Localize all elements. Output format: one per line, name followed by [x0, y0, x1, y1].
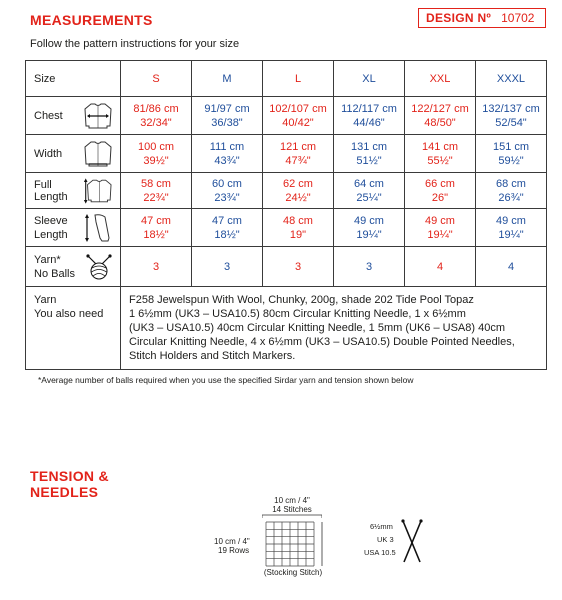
tension-row-measure-line: [318, 522, 326, 568]
tension-width-measure: 10 cm / 4": [274, 496, 310, 505]
full-length-inch: 23¾": [214, 191, 240, 204]
knitting-needles-icon: [400, 518, 424, 564]
sleeve-inch: 19¼": [427, 228, 453, 241]
sleeve-length-icon: [80, 212, 114, 244]
chest-inch: 44/46": [353, 116, 385, 129]
sleeve-cm: 48 cm: [283, 214, 313, 227]
full-length-icon: [83, 175, 114, 207]
width-icon: [82, 138, 114, 170]
sleeve-length-row: [26, 209, 547, 247]
need-line: Stitch Holders and Stitch Markers.: [129, 350, 296, 362]
size-label: Size: [26, 61, 121, 97]
yarn-needs-row: [26, 287, 547, 370]
full-length-inch: 25¼": [356, 191, 382, 204]
sleeve-label: Sleeve: [34, 214, 68, 227]
full-length-cm: 66 cm: [425, 177, 455, 190]
yarn-description: F258 Jewelspun With Wool, Chunky, 200g, shade 202 Tide Pool Topaz: [129, 294, 474, 306]
chest-cm: 91/97 cm: [204, 102, 250, 115]
chest-cm: 112/117 cm: [341, 102, 397, 115]
full-length-inch: 26": [431, 191, 449, 204]
chest-label: Chest: [34, 109, 63, 122]
sleeve-inch: 19¼": [498, 228, 524, 241]
width-inch: 47¾": [285, 154, 311, 167]
no-balls-label: No Balls: [34, 267, 75, 280]
tension-title-line2: NEEDLES: [30, 484, 99, 500]
full-length-label: Full Length: [34, 178, 68, 203]
sleeve-cm: 47 cm: [212, 214, 242, 227]
width-inch: 51½": [356, 154, 382, 167]
chest-cm: 102/107 cm: [269, 102, 327, 115]
width-inch: 43¾": [214, 154, 240, 167]
size-row: [26, 61, 547, 97]
sleeve-cm: 49 cm: [496, 214, 526, 227]
chest-cm: 132/137 cm: [482, 102, 540, 115]
page-heading: MEASUREMENTS: [30, 12, 153, 28]
width-cm: 121 cm: [279, 140, 317, 153]
tension-heading: [30, 468, 109, 500]
sleeve-cm: 49 cm: [425, 214, 455, 227]
yarn-ball-icon: [84, 252, 114, 282]
instructions-subheading: Follow the pattern instructions for your size: [30, 38, 240, 50]
full-length-cm: 58 cm: [141, 177, 171, 190]
tension-title-line1: TENSION &: [30, 468, 109, 484]
size-header: S: [121, 61, 192, 97]
length-label: Length: [34, 228, 68, 241]
yarn-balls-count: 3: [334, 247, 405, 287]
sleeve-inch: 18½": [214, 228, 240, 241]
full-length-cm: 62 cm: [283, 177, 313, 190]
design-number-box: [418, 8, 546, 28]
full-length-inch: 26¾": [498, 191, 524, 204]
needle-size-mm: 6½mm: [370, 522, 393, 531]
width-cm: 100 cm: [137, 140, 175, 153]
chest-inch: 52/54": [495, 116, 527, 129]
design-label: DESIGN Nº: [426, 11, 492, 25]
width-inch: 59½": [498, 154, 524, 167]
sleeve-cm: 47 cm: [141, 214, 171, 227]
yarn-balls-count: 3: [263, 247, 334, 287]
chest-icon: [82, 100, 114, 132]
yarn-balls-count: 4: [476, 247, 547, 287]
width-cm: 141 cm: [421, 140, 459, 153]
you-also-need-heading: You also need: [34, 308, 104, 320]
tension-rows: 19 Rows: [218, 546, 250, 555]
chest-cm: 122/127 cm: [411, 102, 469, 115]
tension-height-measure: 10 cm / 4": [214, 537, 250, 546]
width-row: [26, 135, 547, 173]
yarn-balls-count: 3: [121, 247, 192, 287]
needle-size-usa: USA 10.5: [364, 548, 396, 557]
yarn-balls-row: [26, 247, 547, 287]
size-header: XXL: [405, 61, 476, 97]
size-header: L: [263, 61, 334, 97]
need-line: Circular Knitting Needle, 4 x 6½mm (UK3 – USA10.5) Double Pointed Needles,: [129, 336, 515, 348]
size-header: XXXL: [476, 61, 547, 97]
chest-inch: 32/34": [140, 116, 172, 129]
sleeve-inch: 19¼": [356, 228, 382, 241]
width-inch: 55½": [427, 154, 453, 167]
tension-grid-icon: [262, 514, 322, 568]
full-length-row: [26, 173, 547, 209]
width-label: Width: [34, 147, 63, 160]
yarn-balls-count: 3: [192, 247, 263, 287]
chest-row: [26, 97, 547, 135]
balls-footnote: *Average number of balls required when you use the specified Sirdar yarn and tension shown below: [38, 375, 414, 385]
width-cm: 131 cm: [350, 140, 388, 153]
width-cm: 151 cm: [492, 140, 530, 153]
chest-cm: 81/86 cm: [133, 102, 179, 115]
chest-inch: 36/38": [211, 116, 243, 129]
tension-stitch-type: (Stocking Stitch): [263, 568, 323, 577]
sleeve-cm: 49 cm: [354, 214, 384, 227]
yarn-label: Yarn*: [34, 253, 61, 266]
yarn-heading: Yarn: [34, 294, 57, 306]
size-header: M: [192, 61, 263, 97]
tension-stitches: 14 Stitches: [272, 505, 312, 514]
need-line: (UK3 – USA10.5) 40cm Circular Knitting Needle, 1 5mm (UK6 – USA8) 40cm: [129, 322, 505, 334]
design-number: 10702: [501, 11, 535, 25]
chest-inch: 48/50": [424, 116, 456, 129]
needle-size-uk: UK 3: [377, 535, 394, 544]
need-line: 1 6½mm (UK3 – USA10.5) 80cm Circular Knitting Needle, 1 x 6½mm: [129, 308, 466, 320]
full-length-inch: 22¾": [143, 191, 169, 204]
sleeve-inch: 18½": [143, 228, 169, 241]
full-length-cm: 68 cm: [496, 177, 526, 190]
yarn-balls-count: 4: [405, 247, 476, 287]
sleeve-inch: 19": [289, 228, 307, 241]
chest-inch: 40/42": [282, 116, 314, 129]
width-inch: 39½": [143, 154, 169, 167]
size-header: XL: [334, 61, 405, 97]
full-length-inch: 24½": [285, 191, 311, 204]
measurements-table: [25, 60, 547, 370]
width-cm: 111 cm: [209, 140, 245, 153]
full-length-cm: 64 cm: [354, 177, 384, 190]
full-length-cm: 60 cm: [212, 177, 242, 190]
